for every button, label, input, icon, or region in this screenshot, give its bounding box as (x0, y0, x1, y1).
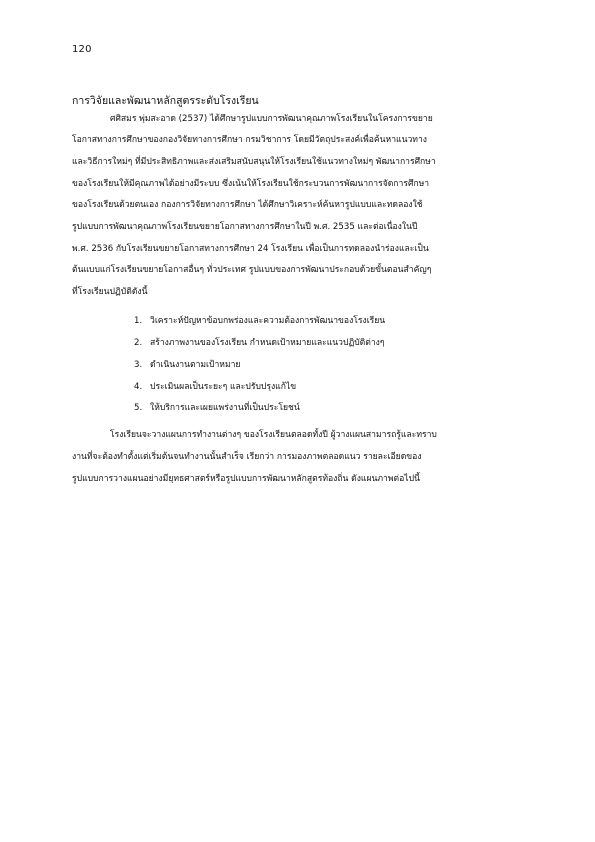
list-item (134, 402, 300, 414)
paragraph-line: โรงเรียนจะวางแผนการทำงานต่างๆ ของโรงเรียนตลอดทั้งปี ผู้วางแผนสามารถรู้และทราบ (110, 430, 437, 440)
paragraph-line: ศศิสมร พุ่มสะอาด (2537) ได้ศึกษารูปแบบการพัฒนาคุณภาพโรงเรียนในโครงการขยาย (110, 114, 433, 124)
list-item (134, 337, 385, 349)
list-item-text: วิเคราะห์ปัญหาข้อบกพร่องและความต้องการพัฒนาของโรงเรียน (150, 316, 386, 326)
list-item-text: ดำเนินงานตามเป้าหมาย (150, 360, 241, 370)
list-item-text: สร้างภาพงานของโรงเรียน กำหนดเป้าหมายและแนวปฏิบัติต่างๆ (150, 338, 385, 348)
list-item-number: 5. (134, 403, 143, 413)
paragraph-line: โอกาสทางการศึกษาของกองวิจัยทางการศึกษา กรมวิชาการ โดยมีวัตถุประสงค์เพื่อค้นหาแนวทาง (72, 135, 427, 145)
paragraph-line: รูปแบบการวางแผนอย่างมียุทธศาสตร์หรือรูปแบบการพัฒนาหลักสูตรท้องถิ่น ดังแผนภาพต่อไปนี้ (72, 474, 420, 484)
paragraph-line: ของโรงเรียนด้วยตนเอง กองการวิจัยทางการศึกษา ได้ศึกษาวิเคราะห์ค้นหารูปแบบและทดลองใช้ (72, 200, 423, 210)
paragraph-line: งานที่จะต้องทำตั้งแต่เริ่มต้นจนทำงานนั้นสำเร็จ เรียกว่า การมองภาพตลอดแนว รายละเอียดของ (72, 452, 422, 462)
list-item-text: ประเมินผลเป็นระยะๆ และปรับปรุงแก้ไข (150, 382, 297, 392)
list-item (134, 315, 385, 327)
list-item-text: ให้บริการและเผยแพร่งานที่เป็นประโยชน์ (150, 403, 300, 413)
paragraph-line: ที่โรงเรียนปฏิบัติดังนี้ (72, 287, 148, 297)
list-item (134, 381, 296, 393)
list-item-number: 2. (134, 338, 143, 348)
list-item-number: 4. (134, 382, 143, 392)
paragraph-line: รูปแบบการพัฒนาคุณภาพโรงเรียนขยายโอกาสทางการศึกษาในปี พ.ศ. 2535 และต่อเนื่องในปี (72, 222, 418, 232)
page-number: 120 (72, 44, 92, 55)
list-item-number: 3. (134, 360, 143, 370)
list-item (134, 359, 240, 371)
list-item-number: 1. (134, 316, 143, 326)
paragraph-line: ต้นแบบแก่โรงเรียนขยายโอกาสอื่นๆ ทั่วประเทศ รูปแบบของการพัฒนาประกอบด้วยขั้นตอนสำคัญๆ (72, 265, 432, 275)
paragraph-line: และวิธีการใหม่ๆ ที่มีประสิทธิภาพและส่งเสริมสนับสนุนให้โรงเรียนใช้แนวทางใหม่ๆ พัฒนาการศึกษา (72, 157, 436, 167)
section-heading: การวิจัยและพัฒนาหลักสูตรระดับโรงเรียน (72, 95, 259, 107)
paragraph-line: ของโรงเรียนให้มีคุณภาพได้อย่างมีระบบ ซึ่งเน้นให้โรงเรียนใช้กระบวนการพัฒนาการจัดการศึกษา (72, 179, 430, 189)
paragraph-line: พ.ศ. 2536 กับโรงเรียนขยายโอกาสทางการศึกษา 24 โรงเรียน เพื่อเป็นการทดลองนำร่องและเป็น (72, 244, 429, 254)
